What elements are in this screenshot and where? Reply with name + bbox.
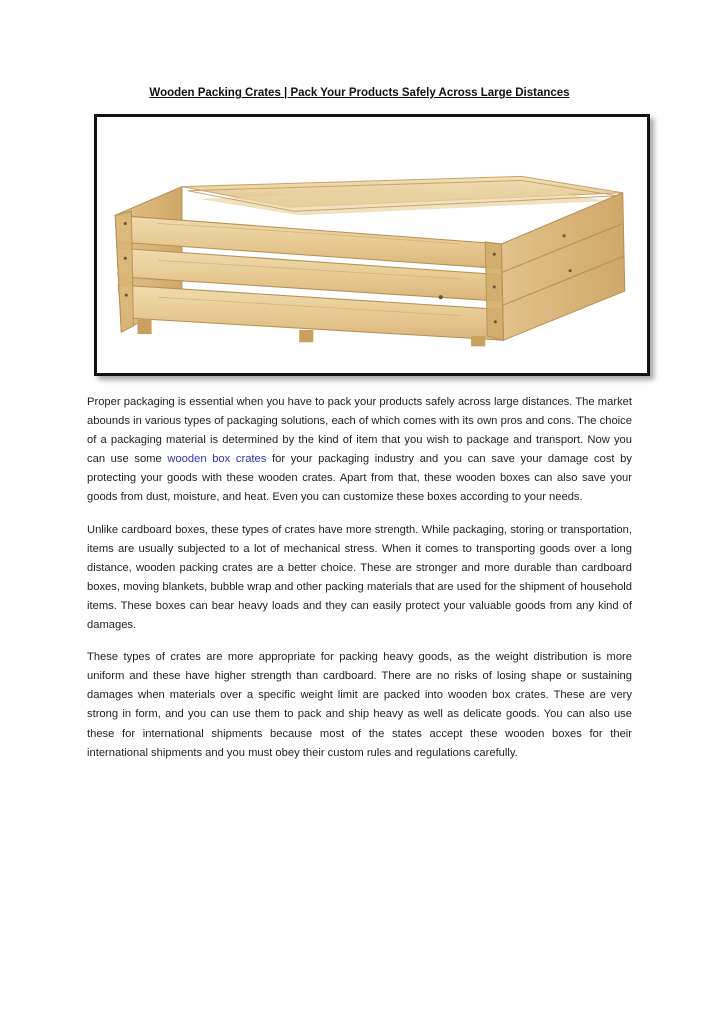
wooden-crate-image	[97, 117, 647, 373]
crate-image-frame	[94, 114, 650, 376]
paragraph-2: Unlike cardboard boxes, these types of crates have more strength. While packaging, storing or transportation, items are usually subjected to a lot of mechanical stress. When it comes to transporting goods over a long distance, wooden packing crates are a better choice. These are stronger and more durable than cardboard boxes, moving blankets, bubble wrap and other packing materials that are used for the shipment of household items. These boxes can bear heavy loads and they can easily protect your valuable goods from any kind of damages.	[87, 523, 632, 632]
paragraph-1-text-after-link: for your packaging industry and you can save your damage cost by protecting your goods with these wooden crates. Apart from that, these wooden boxes can also save your goods from dust, moisture, and heat. Even you can customize these boxes according to your needs.	[87, 453, 632, 504]
document-title: Wooden Packing Crates | Pack Your Products Safely Across Large Distances	[149, 87, 570, 99]
body-text	[87, 393, 632, 776]
paragraph-3: These types of crates are more appropriate for packing heavy goods, as the weight distribution is more uniform and these have higher strength than cardboard. There are no risks of losing shape or sustaining damages when materials over a specific weight limit are packed into wooden box crates. These are very strong in form, and you can use them to pack and ship heavy as well as delicate goods. You can also use these for international shipments because most of the states accept these wooden boxes for their international shipments and you must obey their custom rules and regulations carefully.	[87, 651, 632, 759]
paragraph-1-text-before-link: Proper packaging is essential when you have to pack your products safely across large distances. The market abounds in various types of packaging solutions, each of which comes with its own pros and cons. The choice of a packaging material is determined by the kind of item that you wish to package and transport. Now you can use some	[87, 396, 632, 466]
wooden-box-crates-link[interactable]: wooden box crates	[167, 453, 267, 466]
paragraph-1	[87, 393, 632, 508]
